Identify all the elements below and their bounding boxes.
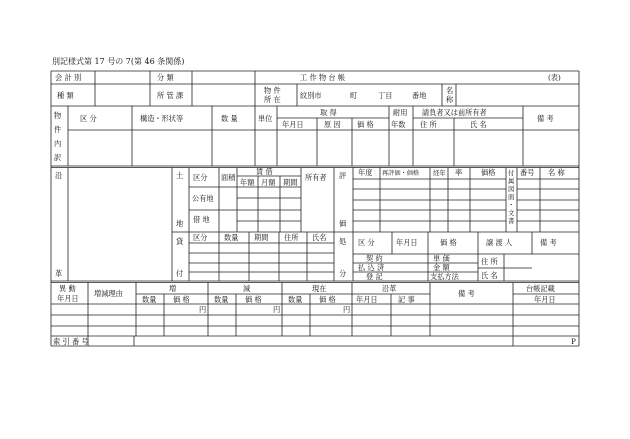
attached-label-7: 書 — [508, 217, 515, 225]
city-label: 紋別市 — [300, 91, 322, 100]
attached-label-5: ・ — [508, 201, 515, 209]
revaluation-header: 再評価・価格 — [382, 170, 420, 177]
property-detail-section — [51, 106, 579, 168]
acq-date-header: 年月日 — [282, 120, 304, 129]
land-label-2: 地 — [176, 219, 184, 228]
structure-header: 構造・形状等 — [140, 114, 184, 123]
unit-price-label: 単 価 — [433, 254, 450, 263]
history-header: 沿革 — [382, 284, 397, 293]
history-column — [51, 168, 579, 283]
division-header: 区 分 — [80, 114, 97, 123]
amount-label: 金 額 — [433, 263, 450, 272]
transferee-address-label: 住 所 — [481, 257, 498, 266]
loan-name-header: 氏名 — [312, 233, 327, 242]
acquisition-header: 取 得 — [320, 108, 337, 117]
increase-yen-unit: 円 — [199, 305, 207, 314]
elapsed-years-header: 経年 — [433, 169, 446, 177]
lease-header: 賃 借 — [256, 167, 273, 176]
current-price-header: 価 格 — [319, 295, 336, 304]
loan-division-header: 区分 — [193, 233, 208, 242]
loan-block — [176, 232, 334, 281]
contractor-name-header: 氏 名 — [470, 120, 487, 129]
loan-label-2: 付 — [176, 269, 184, 278]
title-row — [51, 71, 579, 84]
monthly-amount-header: 月額 — [261, 178, 276, 187]
current-header: 現在 — [312, 284, 327, 293]
increase-quantity-header: 数量 — [142, 295, 157, 304]
paid-label: 払 込 済 — [358, 263, 385, 272]
period-header: 期間 — [283, 178, 298, 187]
valuation-label-2: 価 — [339, 219, 347, 228]
public-land-label: 公有地 — [192, 194, 214, 203]
acq-cause-header: 原 因 — [324, 120, 341, 129]
history-date-header: 年月日 — [356, 295, 378, 304]
transferee-name-label: 氏 名 — [481, 271, 498, 280]
disposal-label-1: 処 — [339, 237, 347, 246]
increase-price-header: 価 格 — [173, 295, 190, 304]
current-yen-unit: 円 — [343, 305, 351, 314]
department-label: 所 管 課 — [157, 91, 184, 100]
land-block — [172, 167, 334, 281]
chome-label: 丁目 — [378, 91, 393, 100]
footer-row — [53, 336, 576, 346]
decrease-price-header: 価 格 — [245, 295, 262, 304]
land-label-1: 土 — [176, 171, 184, 180]
form-title: 工 作 物 台 帳 — [300, 73, 346, 82]
years-header: 年数 — [391, 120, 406, 129]
disposal-price-header: 価 格 — [440, 238, 457, 247]
property-label-2: 所 在 — [264, 95, 281, 104]
loan-address-header: 住所 — [284, 233, 299, 242]
contractor-address-header: 住 所 — [420, 120, 437, 129]
valuation-block — [334, 168, 506, 233]
disposal-division-header: 区 分 — [358, 238, 375, 247]
leased-land-label: 借 地 — [193, 215, 210, 224]
remarks-header: 備 考 — [537, 114, 554, 123]
property-breakdown-4: 訳 — [54, 153, 62, 162]
contract-label: 契 約 — [366, 254, 383, 263]
accounting-label: 会 計 別 — [55, 73, 82, 82]
property-breakdown-1: 物 — [54, 111, 62, 120]
outer-border — [51, 71, 579, 346]
history-label-top: 沿 — [55, 171, 63, 180]
valuation-label-1: 評 — [339, 171, 347, 180]
banchi-label: 番地 — [412, 91, 427, 100]
index-number-label: 索 引 番 号 — [53, 337, 89, 346]
decrease-yen-unit: 円 — [273, 305, 281, 314]
owner-header: 所有者 — [305, 173, 327, 182]
decrease-header: 減 — [243, 284, 251, 293]
movement-header: 異 動 — [59, 284, 76, 293]
attached-label-1: 付 — [508, 169, 515, 177]
disposal-remarks-header: 備 考 — [540, 238, 557, 247]
disposal-date-header: 年月日 — [396, 238, 418, 247]
name-label-1: 名 — [446, 86, 454, 95]
acq-price-header: 価 格 — [357, 120, 374, 129]
attached-label-2: 属 — [508, 177, 515, 185]
history-label-bottom: 革 — [55, 269, 63, 278]
change-reason-header: 増減理由 — [94, 289, 123, 298]
disposal-label-2: 分 — [339, 269, 347, 278]
land-division-header: 区分 — [193, 173, 208, 182]
increase-header: 増 — [169, 284, 177, 293]
attached-name-header: 名 称 — [548, 168, 565, 177]
property-breakdown-2: 件 — [54, 125, 62, 134]
fiscal-year-header: 年度 — [358, 168, 373, 177]
type-label: 種 類 — [57, 91, 74, 100]
disposal-block — [339, 232, 579, 281]
loan-label-1: 貸 — [176, 237, 184, 246]
property-label-1: 物 件 — [264, 86, 281, 95]
attached-number-header: 番号 — [520, 168, 535, 177]
town-label: 町 — [350, 91, 358, 100]
current-quantity-header: 数量 — [288, 295, 303, 304]
movement-section — [51, 283, 579, 347]
ledger-entry-header: 台帳記載 — [526, 284, 555, 293]
name-label-2: 称 — [446, 95, 454, 104]
land-area-header: 面積 — [221, 173, 236, 182]
attached-label-6: 文 — [508, 209, 515, 217]
page-label: P — [571, 337, 576, 346]
contractor-header: 請負者又は前所有者 — [422, 108, 487, 117]
form-number-note: 別記様式第 17 号の 7(第 46 条関係) — [52, 57, 185, 66]
attached-label-3: 図 — [508, 185, 515, 193]
payment-method-label: 支払方法 — [430, 272, 459, 281]
front-side-label: (表) — [548, 73, 561, 82]
annual-amount-header: 年額 — [240, 178, 255, 187]
attached-documents-block — [506, 168, 579, 233]
classification-label: 分 類 — [157, 73, 174, 82]
decrease-quantity-header: 数量 — [214, 295, 229, 304]
history-note-header: 記 事 — [398, 295, 415, 304]
movement-date-header: 年月日 — [57, 294, 79, 303]
registration-label: 登 記 — [366, 272, 383, 281]
location-row — [51, 84, 579, 106]
attached-label-4: 面 — [508, 193, 515, 201]
rate-header: 率 — [455, 168, 463, 177]
loan-period-header: 期間 — [254, 233, 269, 242]
movement-remarks-header: 備 考 — [458, 289, 475, 298]
property-breakdown-3: 内 — [54, 139, 62, 148]
transferee-header: 譲 渡 人 — [486, 238, 513, 247]
loan-quantity-header: 数量 — [224, 233, 239, 242]
quantity-header: 数 量 — [221, 114, 238, 123]
durable-header: 耐用 — [393, 108, 408, 117]
ledger-entry-date-header: 年月日 — [534, 295, 556, 304]
unit-header: 単位 — [258, 114, 273, 123]
valuation-price-header: 価格 — [481, 168, 496, 177]
